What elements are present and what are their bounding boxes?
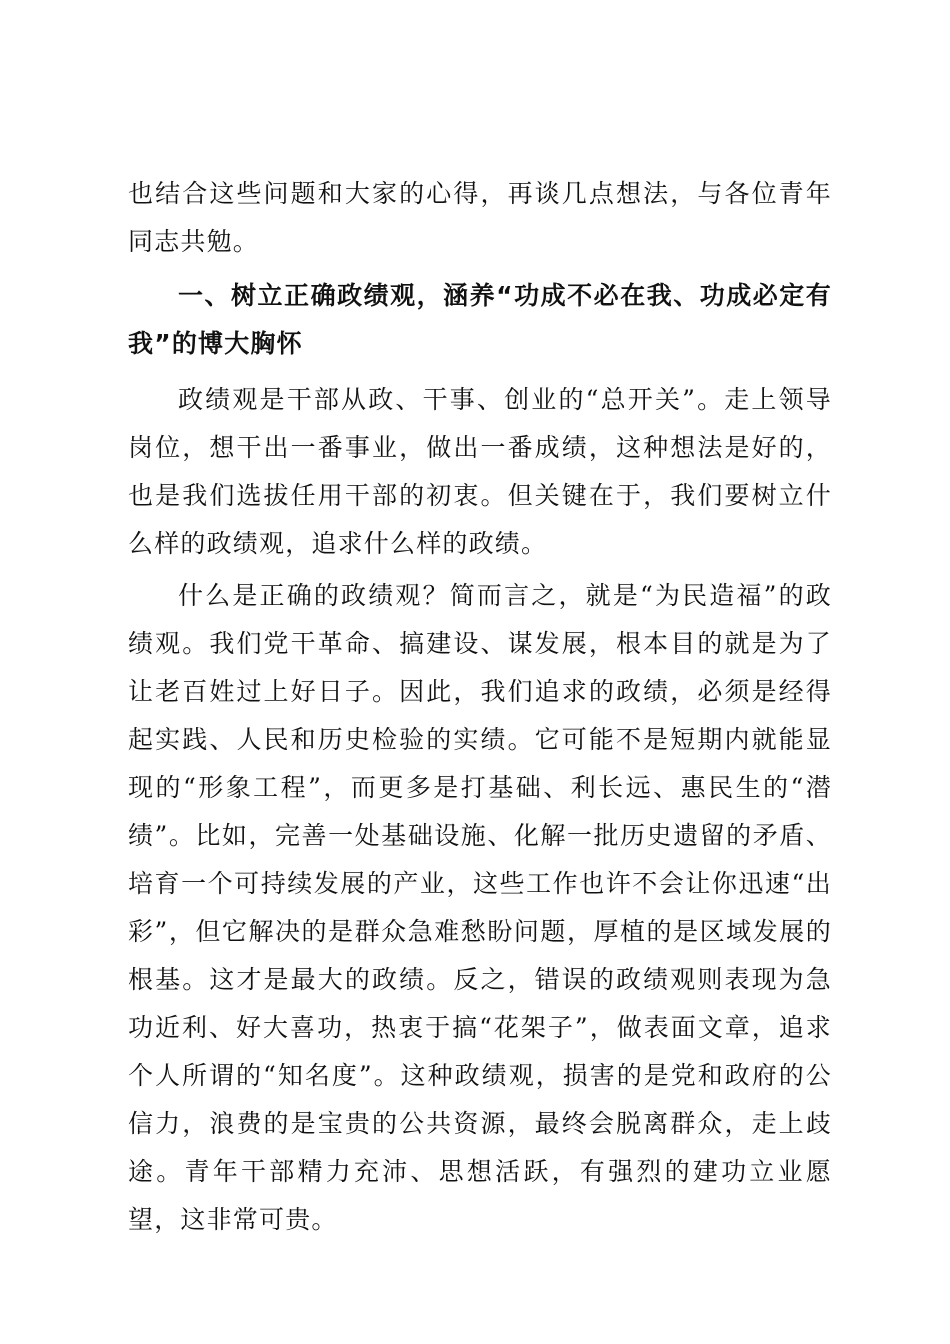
body-paragraph-2: 什么是正确的政绩观？简而言之，就是“为民造福”的政绩观。我们党干革命、搞建设、谋发展，根本目的就是为了让老百姓过上好日子。因此，我们追求的政绩，必须是经得起实践、人民和历史检验的实绩。它可能不是短期内就能显现的“形象工程”，而更多是打基础、利长远、惠民生的“潜绩”。比如，完善一处基础设施、化解一批历史遗留的矛盾、培育一个可持续发展的产业，这些工作也许不会让你迅速“出彩”，但它解决的是群众急难愁盼问题，厚植的是区域发展的根基。这才是最大的政绩。反之，错误的政绩观则表现为急功近利、好大喜功，热衷于搞“花架子”，做表面文章，追求个人所谓的“知名度”。这种政绩观，损害的是党和政府的公信力，浪费的是宝贵的公共资源，最终会脱离群众，走上歧途。青年干部精力充沛、思想活跃，有强烈的建功立业愿望，这非常可贵。 [128,581,832,1234]
continuation-paragraph: 也结合这些问题和大家的心得，再谈几点想法，与各位青年同志共勉。 [128,179,832,256]
section-heading: 一、树立正确政绩观，涵养“功成不必在我、功成必定有我”的博大胸怀 [128,281,832,358]
document-body [128,170,832,1248]
body-paragraph-1: 政绩观是干部从政、干事、创业的“总开关”。走上领导岗位，想干出一番事业，做出一番成绩，这种想法是好的，也是我们选拔任用干部的初衷。但关键在于，我们要树立什么样的政绩观，追求什么样的政绩。 [128,385,832,558]
